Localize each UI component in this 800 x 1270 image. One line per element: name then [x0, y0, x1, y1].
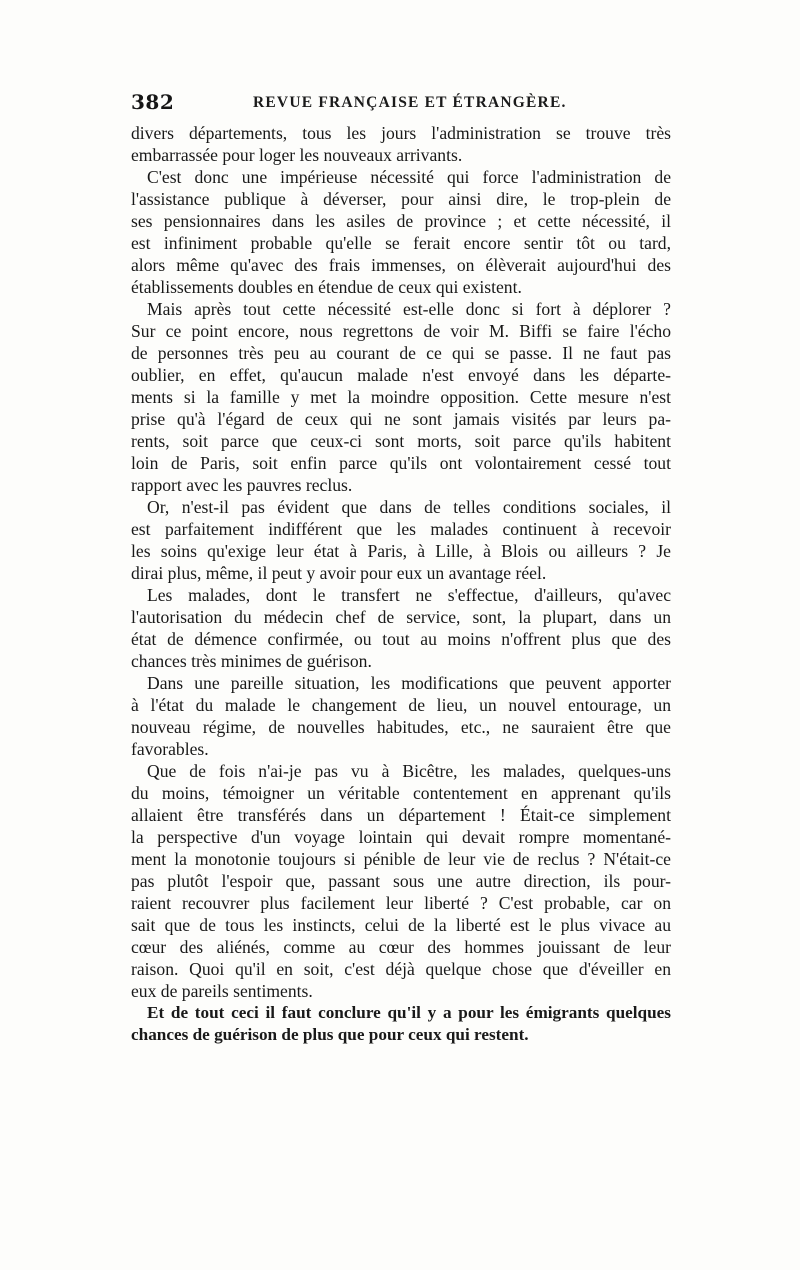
text-line: Que de fois n'ai-je pas vu à Bicêtre, les malades, quelques-uns — [147, 761, 671, 781]
text-line: cœur des aliénés, comme au cœur des hommes jouissant de leur — [131, 937, 671, 957]
page-number: 382 — [131, 90, 175, 114]
text-line: embarrassée pour loger les nouveaux arrivants. — [131, 145, 463, 165]
text-line: allaient être transférés dans un département ! Était-ce simplement — [131, 805, 671, 825]
text-line: Sur ce point encore, nous regrettons de voir M. Biffi se faire l'écho — [131, 321, 671, 341]
text-line: de personnes très peu au courant de ce qui se passe. Il ne faut pas — [131, 343, 671, 363]
text-line: prise qu'à l'égard de ceux qui ne sont jamais visités par leurs pa- — [131, 409, 671, 429]
text-line: ments si la famille y met la moindre opposition. Cette mesure n'est — [131, 387, 671, 407]
text-line: sait que de tous les instincts, celui de la liberté est le plus vivace au — [131, 915, 671, 935]
text-line: alors même qu'avec des frais immenses, on élèverait aujourd'hui des — [131, 255, 671, 275]
text-line: nouveau régime, de nouvelles habitudes, etc., ne sauraient être que — [131, 717, 671, 737]
text-line: pas plutôt l'espoir que, passant sous une autre direction, ils pour- — [131, 871, 671, 891]
text-line: Dans une pareille situation, les modifications que peuvent apporter — [147, 673, 671, 693]
text-line: Les malades, dont le transfert ne s'effectue, d'ailleurs, qu'avec — [147, 585, 671, 605]
text-line: Mais après tout cette nécessité est-elle donc si fort à déplorer ? — [147, 299, 671, 319]
text-line: ment la monotonie toujours si pénible de leur vie de reclus ? N'était-ce — [131, 849, 671, 869]
text-line: chances très minimes de guérison. — [131, 651, 372, 671]
text-line: raient recouvrer plus facilement leur liberté ? C'est probable, car on — [131, 893, 671, 913]
text-line: favorables. — [131, 739, 209, 759]
text-line: C'est donc une impérieuse nécessité qui force l'administration de — [147, 167, 671, 187]
text-line: l'autorisation du médecin chef de service, sont, la plupart, dans un — [131, 607, 671, 627]
text-line: oublier, en effet, qu'aucun malade n'est envoyé dans les départe- — [131, 365, 671, 385]
text-line: divers départements, tous les jours l'administration se trouve très — [131, 123, 671, 143]
text-line: du moins, témoigner un véritable contentement en apprenant qu'ils — [131, 783, 671, 803]
text-line: est parfaitement indifférent que les malades continuent à recevoir — [131, 519, 671, 539]
text-line: chances de guérison de plus que pour ceux qui restent. — [131, 1025, 529, 1044]
text-line: la perspective d'un voyage lointain qui devait rompre momentané- — [131, 827, 671, 847]
text-line: Et de tout ceci il faut conclure qu'il y a pour les émigrants quelques — [147, 1003, 671, 1022]
text-line: rents, soit parce que ceux-ci sont morts, soit parce qu'ils habitent — [131, 431, 671, 451]
text-line: l'assistance publique à déverser, pour ainsi dire, le trop-plein de — [131, 189, 671, 209]
running-title: REVUE FRANÇAISE ET ÉTRANGÈRE. — [253, 94, 567, 111]
text-line: ses pensionnaires dans les asiles de province ; et cette nécessité, il — [131, 211, 671, 231]
text-line: Or, n'est-il pas évident que dans de telles conditions sociales, il — [147, 497, 671, 517]
page-header — [131, 90, 671, 120]
text-line: état de démence confirmée, ou tout au moins n'offrent plus que des — [131, 629, 671, 649]
text-line: rapport avec les pauvres reclus. — [131, 475, 353, 495]
text-line: loin de Paris, soit enfin parce qu'ils ont volontairement cessé tout — [131, 453, 671, 473]
text-line: eux de pareils sentiments. — [131, 981, 313, 1001]
text-line: à l'état du malade le changement de lieu, un nouvel entourage, un — [131, 695, 671, 715]
text-line: raison. Quoi qu'il en soit, c'est déjà quelque chose que d'éveiller en — [131, 959, 671, 979]
text-line: est infiniment probable qu'elle se ferait encore sentir tôt ou tard, — [131, 233, 671, 253]
text-line: dirai plus, même, il peut y avoir pour eux un avantage réel. — [131, 563, 547, 583]
body-text — [131, 122, 671, 1046]
text-line: établissements doubles en étendue de ceux qui existent. — [131, 277, 522, 297]
text-line: les soins qu'exige leur état à Paris, à Lille, à Blois ou ailleurs ? Je — [131, 541, 671, 561]
